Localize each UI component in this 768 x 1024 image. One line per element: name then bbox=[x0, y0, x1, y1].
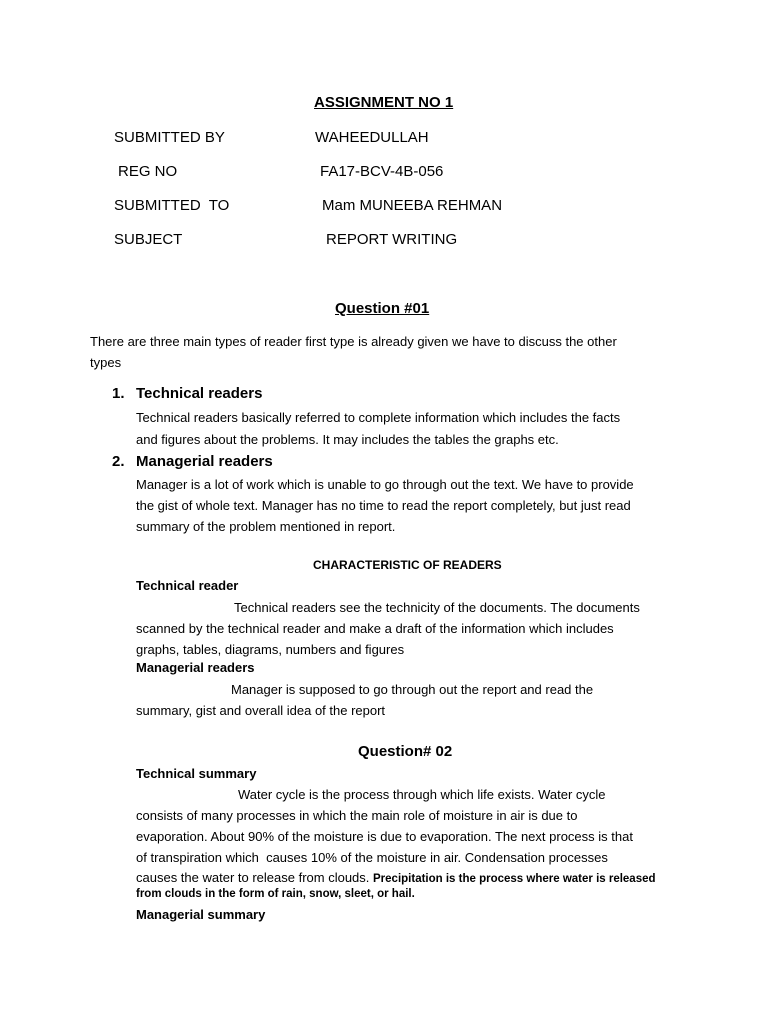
header-label-submitted-by: SUBMITTED BY bbox=[114, 129, 225, 146]
technical-summary-line-5 bbox=[136, 867, 656, 890]
technical-summary-title: Technical summary bbox=[136, 766, 257, 781]
technical-summary-line-1: Water cycle is the process through which life exists. Water cycle bbox=[238, 787, 606, 802]
managerial-readers-line-1: Manager is a lot of work which is unable to go through out the text. We have to provide bbox=[136, 477, 634, 492]
page-title: ASSIGNMENT NO 1 bbox=[314, 94, 454, 111]
list-item-managerial-readers-title bbox=[112, 453, 273, 470]
characteristics-managerial-line-1: Manager is supposed to go through out the report and read the bbox=[231, 682, 594, 697]
list-number: 2. bbox=[112, 453, 125, 470]
technical-summary-bold-line: from clouds in the form of rain, snow, sleet, or hail. bbox=[136, 888, 415, 900]
technical-readers-line-1: Technical readers basically referred to complete information which includes the facts bbox=[136, 410, 621, 425]
technical-summary-line-2: consists of many processes in which the main role of moisture in air is due to bbox=[136, 808, 578, 823]
characteristics-technical-line-1: Technical readers see the technicity of the documents. The documents bbox=[234, 600, 640, 615]
header-value-submitted-by: WAHEEDULLAH bbox=[315, 129, 429, 146]
characteristics-managerial-line-2: summary, gist and overall idea of the report bbox=[136, 703, 386, 718]
header-value-subject: REPORT WRITING bbox=[326, 231, 458, 248]
question-1-heading: Question #01 bbox=[335, 300, 430, 317]
characteristics-heading: CHARACTERISTIC OF READERS bbox=[313, 558, 502, 572]
technical-readers-line-2: and figures about the problems. It may includes the tables the graphs etc. bbox=[136, 432, 559, 447]
technical-summary-line-5-regular: causes the water to release from clouds. bbox=[136, 870, 374, 885]
technical-summary-line-5-bold: Precipitation is the process where water is released bbox=[373, 873, 656, 885]
question-1-intro-line-2: types bbox=[90, 355, 122, 370]
header-label-reg-no: REG NO bbox=[118, 163, 178, 180]
header-label-submitted-to: SUBMITTED TO bbox=[114, 197, 230, 214]
header-value-reg-no: FA17-BCV-4B-056 bbox=[320, 163, 444, 180]
question-2-heading: Question# 02 bbox=[358, 743, 453, 760]
managerial-readers-line-2: the gist of whole text. Manager has no time to read the report completely, but just read bbox=[136, 498, 631, 513]
technical-summary-line-3: evaporation. About 90% of the moisture is due to evaporation. The next process is that bbox=[136, 829, 633, 844]
characteristics-technical-line-3: graphs, tables, diagrams, numbers and figures bbox=[136, 642, 405, 657]
list-item-title: Technical readers bbox=[136, 385, 263, 402]
managerial-summary-title: Managerial summary bbox=[136, 907, 266, 922]
managerial-readers-line-3: summary of the problem mentioned in report. bbox=[136, 519, 396, 534]
characteristics-managerial-title: Managerial readers bbox=[136, 660, 255, 675]
list-item-technical-readers-title bbox=[112, 385, 262, 402]
characteristics-technical-title: Technical reader bbox=[136, 578, 239, 593]
list-number: 1. bbox=[112, 385, 125, 402]
characteristics-technical-line-2: scanned by the technical reader and make a draft of the information which includes bbox=[136, 621, 614, 636]
technical-summary-line-4: of transpiration which causes 10% of the moisture in air. Condensation processes bbox=[136, 850, 608, 865]
list-item-title: Managerial readers bbox=[136, 453, 273, 470]
header-value-submitted-to: Mam MUNEEBA REHMAN bbox=[322, 197, 503, 214]
question-1-intro-line-1: There are three main types of reader first type is already given we have to discuss the other bbox=[90, 334, 617, 349]
header-label-subject: SUBJECT bbox=[114, 231, 183, 248]
